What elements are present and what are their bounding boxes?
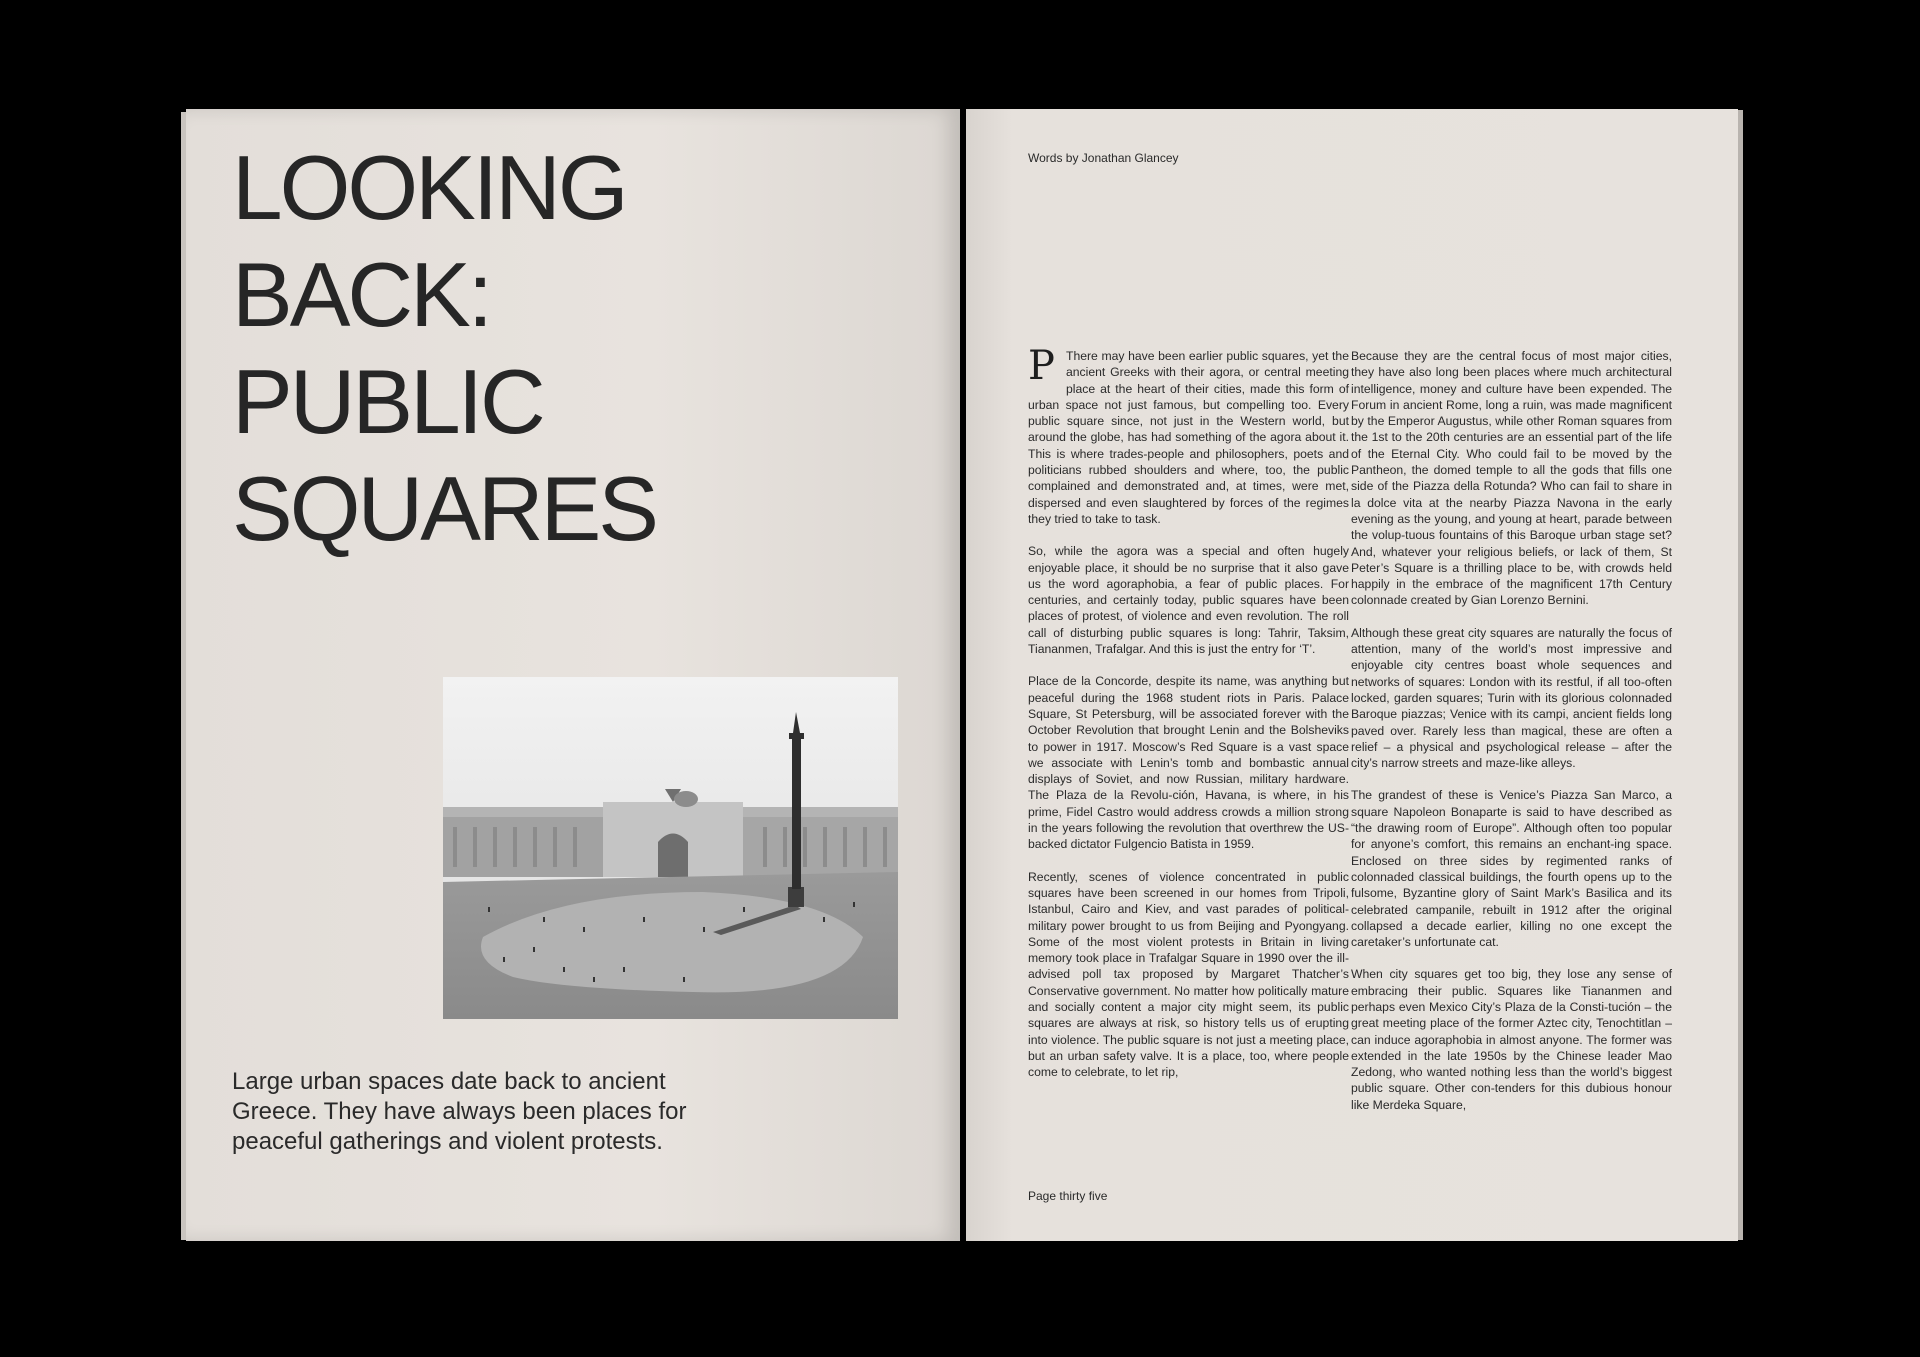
headline: [232, 135, 656, 563]
body-paragraph: So, while the agora was a special and often hugely enjoyable place, it should be no surprise that it also gave us the word agoraphobia, a fear of public places. For centuries, and certainly today, public squares have been places of protest, of violence and even revolution. The roll call of disturbing public squares is long: Tahrir, Taksim, Tiananmen, Trafalgar. And this is just the entry for ‘T’.: [1028, 544, 1349, 657]
body-paragraph: [1028, 343, 1349, 527]
body-text: There may have been earlier public squares, yet the ancient Greeks with their agora, or central meeting place at the heart of their cities, made this form of urban space not just famous, but compelling too. Every public square since, not just in the Western world, but around the globe, has had something of the agora about it. This is where trades-people and philosophers, poets and politicians rubbed shoulders and where, too, the public complained and demonstrated and, at times, were met, dispersed and even slaughtered by forces of the regimes they tried to take to task.: [1028, 349, 1349, 526]
body-paragraph: Place de la Concorde, despite its name, was anything but peaceful during the 1968 student riots in Paris. Palace Square, St Petersburg, will be associated forever with the October Revolution that brought Lenin and the Bolsheviks to power in 1917. Moscow’s Red Square is a vast space we associate with Lenin’s tomb and bombastic annual displays of Soviet, and now Russian, military hardware. The Plaza de la Revolu-ción, Havana, is where, in his prime, Fidel Castro would address crowds a million strong in the years following the revolution that overthrew the US-backed dictator Fulgencio Batista in 1959.: [1028, 674, 1349, 852]
right-page: [966, 109, 1738, 1241]
body-paragraph: Recently, scenes of violence concentrated in public squares have been screened in our homes from Tripoli, Istanbul, Cairo and Kiev, and vast parades of political-military power brought to us from Beijing and Pyongyang. Some of the most violent protests in Britain in living memory took place in Trafalgar Square in 1990 over the ill-advised poll tax proposed by Margaret Thatcher’s Conservative government. No matter how politically mature and socially content a major city might seem, its public squares are always at risk, so history tells us of erupting into violence. The public square is not just a meeting place, but an urban safety valve. It is a place, too, where people come to celebrate, to let rip,: [1028, 869, 1349, 1080]
dropcap-letter: P: [1028, 343, 1055, 389]
page-number: Page thirty five: [1028, 1189, 1108, 1203]
body-paragraph: Although these great city squares are naturally the focus of attention, many of the world’s most impressive and enjoyable city centres boast whole sequences and networks of squares: London with its restful, if all too-often locked, garden squares; Turin with its glorious colonnaded Baroque piazzas; Venice with its campi, ancient fields long paved over. Rarely less than magical, these are often a relief – a physical and psychological release – after the city’s narrow streets and maze-like alleys.: [1351, 625, 1672, 771]
body-paragraph: When city squares get too big, they lose any sense of embracing their public. Squares like Tiananmen and perhaps even Mexico City’s Plaza de la Consti-tución – the great meeting place of the former Aztec city, Tenochtitlan – can induce agoraphobia in almost anyone. The former was extended in the late 1950s by the Chinese leader Mao Zedong, who wanted nothing less than the world’s biggest public square. Other con-tenders for this dubious honour like Merdeka Square,: [1351, 967, 1672, 1112]
standfirst: Large urban spaces date back to ancient Greece. They have always been places for peaceful gatherings and violent protests.: [232, 1068, 687, 1155]
headline-line: LOOKING: [232, 138, 626, 239]
headline-line: SQUARES: [232, 459, 657, 560]
body-column-1: [1028, 343, 1349, 1096]
body-paragraph: The grandest of these is Venice’s Piazza San Marco, a square Napoleon Bonaparte is said to have described as “the drawing room of Europe”. Although often too popular for anyone’s comfort, this remains an enchant-ing space. Enclosed on three sides by regimented ranks of colonnaded classical buildings, the fourth opens up to the fulsome, Byzantine glory of Saint Mark’s Basilica and its celebrated campanile, rebuilt in 1912 after the original collapsed a decade earlier, killing no one except the caretaker’s unfortunate cat.: [1351, 788, 1672, 950]
dropcap: [1028, 343, 1058, 396]
body-paragraph: Because they are the central focus of most major cities, they have also long been places where much architectural intelligence, money and culture have been expended. The Forum in ancient Rome, long a ruin, was made magnificent by the Emperor Augustus, while other Roman squares from the 1st to the 20th centuries are an essential part of the life of the Eternal City. Who could fail to be moved by the Pantheon, the domed temple to all the gods that fills one side of the Piazza della Rotunda? Who can fail to share in la dolce vita at the nearby Piazza Navona in the early evening as the young, and young at heart, parade between the volup-tuous fountains of this Baroque urban stage set? And, whatever your religious beliefs, or lack of them, St Peter’s Square is a thrilling place to be, with crowds held happily in the embrace of the magnificent 17th Century colonnade created by Gian Lorenzo Bernini.: [1351, 349, 1672, 608]
byline: Words by Jonathan Glancey: [1028, 151, 1179, 165]
body-column-2: [1351, 348, 1672, 1129]
left-page: [186, 109, 960, 1241]
palace-square-photo: [443, 677, 898, 1019]
headline-line: BACK:: [232, 245, 491, 346]
headline-line: PUBLIC: [232, 352, 543, 453]
